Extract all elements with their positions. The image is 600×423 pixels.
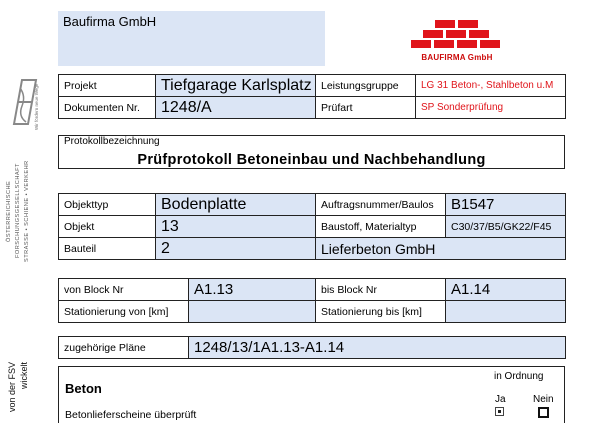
- beton-section: [58, 366, 565, 423]
- table-row: [59, 216, 566, 238]
- plaene-label: zugehörige Pläne: [59, 337, 189, 359]
- side-footer-text: [3, 362, 43, 423]
- beton-heading: Beton: [65, 381, 102, 396]
- side-organisation-text: [4, 146, 38, 276]
- stationierung-von-label: Stationierung von [km]: [59, 301, 189, 323]
- bis-block-field[interactable]: A1.14: [446, 279, 566, 301]
- betonlieferscheine-ja-checkbox[interactable]: [495, 407, 504, 416]
- objekt-field[interactable]: 13: [156, 216, 316, 238]
- baustoff-label: Baustoff, Materialtyp: [316, 216, 446, 238]
- table-row: [59, 301, 566, 323]
- leistungsgruppe-label: Leistungsgruppe: [316, 75, 416, 97]
- table-row: [59, 136, 565, 169]
- stationierung-von-field[interactable]: [189, 301, 316, 323]
- von-block-label: von Block Nr: [59, 279, 189, 301]
- side-footer-line1: von der FSV: [7, 362, 17, 413]
- projekt-label: Projekt: [59, 75, 156, 97]
- company-name-field[interactable]: [58, 11, 325, 66]
- bis-block-label: bis Block Nr: [316, 279, 446, 301]
- stationierung-bis-field[interactable]: [446, 301, 566, 323]
- leistungsgruppe-field[interactable]: LG 31 Beton-, Stahlbeton u.M: [416, 75, 566, 97]
- dokument-field[interactable]: 1248/A: [156, 97, 316, 119]
- table-row: [59, 279, 566, 301]
- table-row: [59, 194, 566, 216]
- baustoff-field[interactable]: C30/37/B5/GK22/F45: [446, 216, 566, 238]
- auftrag-field[interactable]: B1547: [446, 194, 566, 216]
- side-org-line2: FORSCHUNGSGESELLSCHAFT: [15, 163, 21, 259]
- protocol-table: [58, 135, 565, 169]
- plaene-field[interactable]: 1248/13/1A1.13-A1.14: [189, 337, 566, 359]
- ja-label: Ja: [495, 394, 506, 405]
- side-org-line3: STRASSE • SCHIENE • VERKEHR: [24, 160, 30, 262]
- svg-text:Wir fördern neue Wege: Wir fördern neue Wege: [34, 83, 39, 130]
- side-footer-line2: wickelt: [19, 362, 29, 390]
- block-table: [58, 278, 566, 323]
- protocol-label: Protokollbezeichnung: [64, 136, 160, 147]
- lieferant-field[interactable]: Lieferbeton GmbH: [316, 238, 566, 260]
- object-table: [58, 193, 566, 260]
- stationierung-bis-label: Stationierung bis [km]: [316, 301, 446, 323]
- table-row: [59, 238, 566, 260]
- fsv-logo-icon: [10, 72, 40, 132]
- bauteil-field[interactable]: 2: [156, 238, 316, 260]
- objekt-label: Objekt: [59, 216, 156, 238]
- in-ordnung-label: in Ordnung: [494, 371, 544, 382]
- nein-label: Nein: [533, 394, 554, 405]
- side-org-line1: ÖSTERREICHISCHE: [6, 180, 12, 242]
- pruefart-field[interactable]: SP Sonderprüfung: [416, 97, 566, 119]
- von-block-field[interactable]: A1.13: [189, 279, 316, 301]
- pruefart-label: Prüfart: [316, 97, 416, 119]
- project-table: [58, 74, 566, 119]
- company-name: Baufirma GmbH: [63, 14, 157, 29]
- bauteil-label: Bauteil: [59, 238, 156, 260]
- brand-logo-text: BAUFIRMA GmbH: [421, 53, 493, 62]
- auftrag-label: Auftragsnummer/Baulos: [316, 194, 446, 216]
- objekttyp-label: Objekttyp: [59, 194, 156, 216]
- dokument-label: Dokumenten Nr.: [59, 97, 156, 119]
- table-row: [59, 337, 566, 359]
- projekt-field[interactable]: Tiefgarage Karlsplatz: [156, 75, 316, 97]
- plans-table: [58, 336, 566, 359]
- objekttyp-field[interactable]: Bodenplatte: [156, 194, 316, 216]
- protocol-title: Prüfprotokoll Betoneinbau und Nachbehandlung: [137, 152, 486, 168]
- table-row: [59, 75, 566, 97]
- betonlieferscheine-label: Betonlieferscheine überprüft: [65, 409, 197, 421]
- betonlieferscheine-nein-checkbox[interactable]: [538, 407, 549, 418]
- protocol-cell: [59, 136, 565, 169]
- table-row: [59, 97, 566, 119]
